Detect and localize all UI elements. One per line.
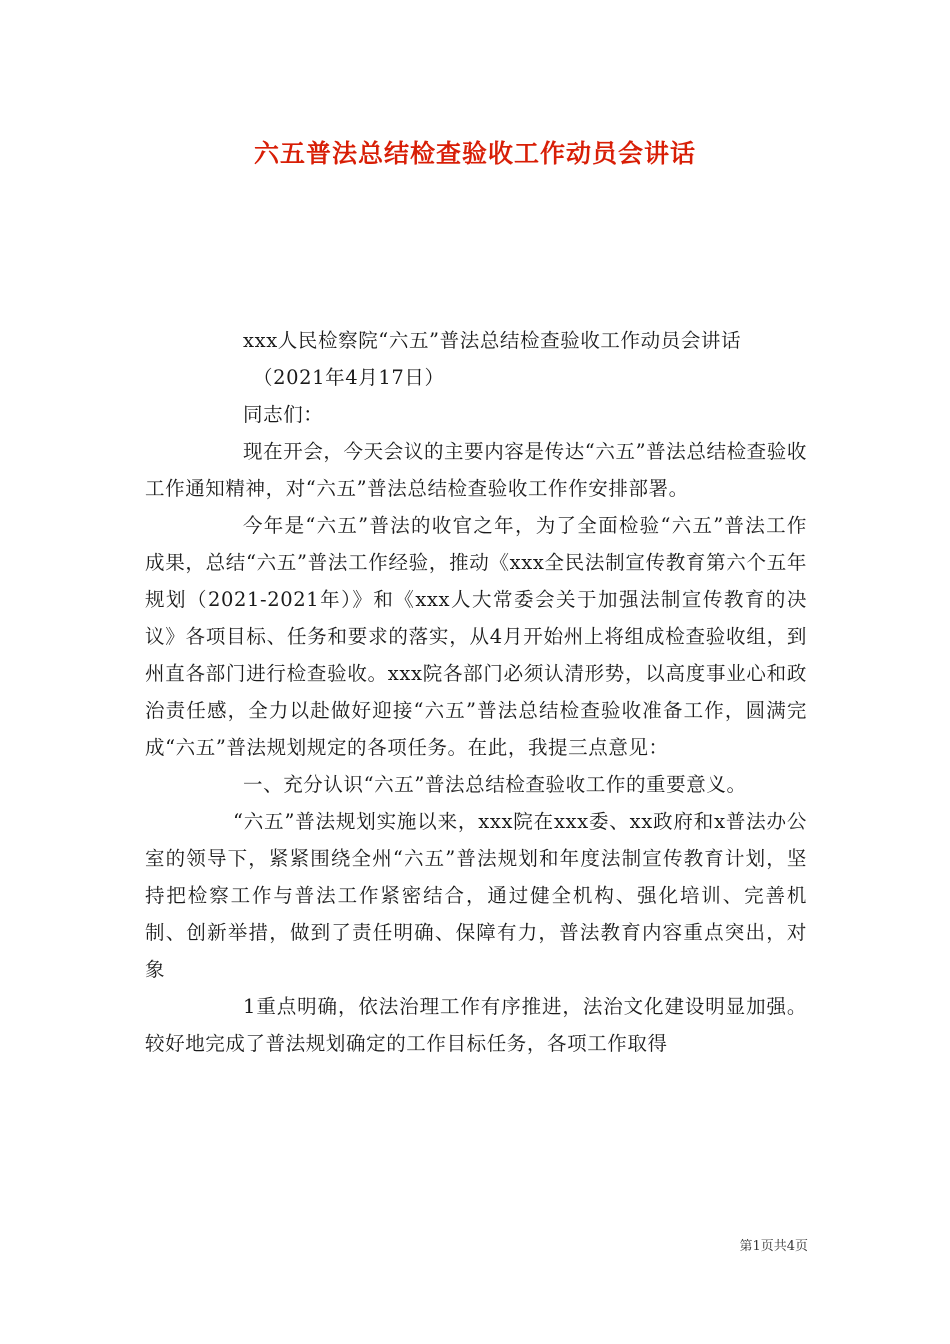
body-paragraph: 今年是“六五”普法的收官之年，为了全面检验“六五”普法工作成果，总结“六五”普法工作经验，推动《xxx全民法制宣传教育第六个五年规划（2021-2021年）》和《xxx人大常委会关于加强法制宣传教育的决议》各项目标、任务和要求的落实，从4月开始州上将组成检查验收组，到州直各部门进行检查验收。xxx院各部门必须认清形势，以高度事业心和政治责任感，全力以赴做好迎接“六五”普法总结检查验收准备工作，圆满完成“六五”普法规划规定的各项任务。在此，我提三点意见： (145, 514, 807, 759)
page-indicator: 第1页共4页 (739, 1239, 808, 1254)
document-body (145, 322, 807, 1062)
speech-heading: xxx人民检察院“六五”普法总结检查验收工作动员会讲话 (243, 329, 742, 352)
body-paragraph: 现在开会，今天会议的主要内容是传达“六五”普法总结检查验收工作通知精神，对“六五”普法总结检查验收工作作安排部署。 (145, 440, 807, 500)
body-paragraph: “六五”普法规划实施以来，xxx院在xxx委、xx政府和x普法办公室的领导下，紧紧围绕全州“六五”普法规划和年度法制宣传教育计划，坚持把检察工作与普法工作紧密结合，通过健全机构、强化培训、完善机制、创新举措，做到了责任明确、保障有力，普法教育内容重点突出，对象 (145, 810, 807, 981)
body-paragraph: 1重点明确，依法治理工作有序推进，法治文化建设明显加强。较好地完成了普法规划确定的工作目标任务，各项工作取得 (145, 995, 807, 1055)
document-title: 六五普法总结检查验收工作动员会讲话 (253, 139, 696, 168)
section-heading: 一、充分认识“六五”普法总结检查验收工作的重要意义。 (243, 773, 747, 796)
speech-date: （2021年4月17日） (253, 366, 445, 389)
salutation: 同志们： (243, 403, 324, 426)
